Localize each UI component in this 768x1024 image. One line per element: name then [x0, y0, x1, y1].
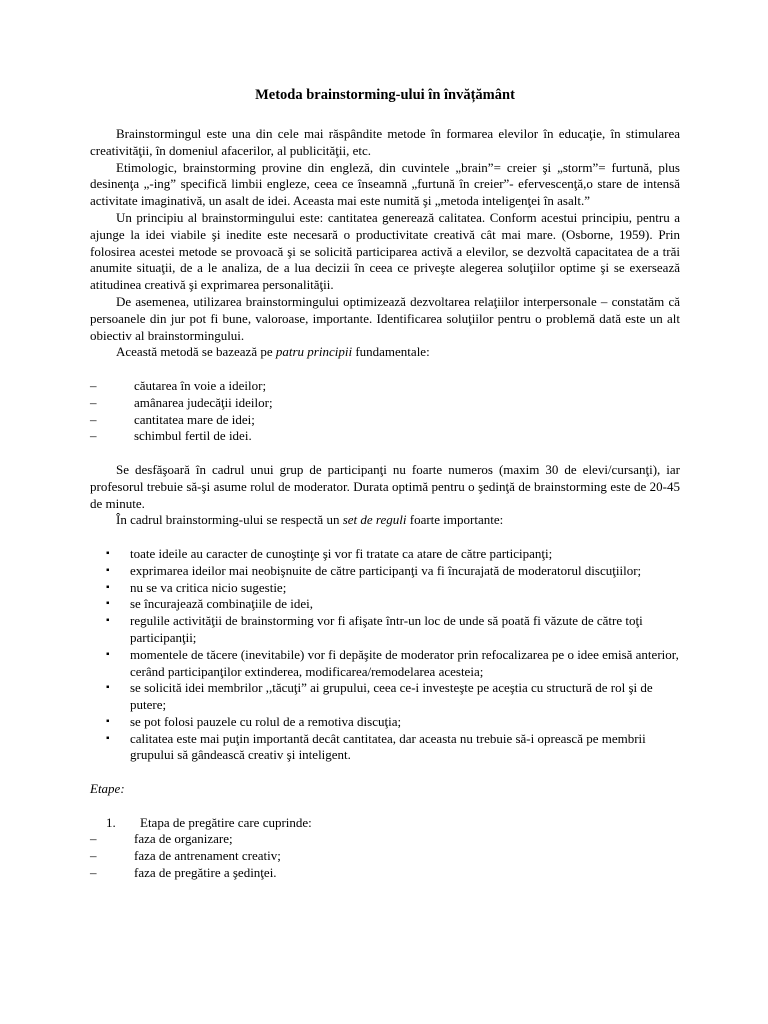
- etape-heading: [90, 781, 680, 798]
- list-item-text: momentele de tăcere (inevitabile) vor fi depăşite de moderator prin refocalizarea pe o idee emisă anterior, cerând participanţilor extinderea, modificarea/remodelarea acesteia;: [130, 646, 679, 679]
- list-item-text: toate ideile au caracter de cunoştinţe şi vor fi tratate ca atare de către participanţi;: [130, 545, 553, 561]
- list-item: [90, 412, 680, 429]
- dash-marker: –: [90, 831, 97, 847]
- paragraph-group: Se desfăşoară în cadrul unui grup de participanţi nu foarte numeros (maxim 30 de elevi/cursanţi), iar profesorul trebuie să-şi asume rolul de moderator. Durata optimă pentru o şedinţă de brainstorming este de 20-45 de minute.: [90, 461, 680, 511]
- paragraph-principle: Un principiu al brainstormingului este: cantitatea generează calitatea. Conform acestui principiu, pentru a ajunge la idei viabile şi inedite este necesară o productivitate creativă cât mai mare. (Osborne, 1959). Prin folosirea acestei metode se provoacă şi se solicită participarea activă a elevilor, se dezvoltă capacitatea de a trăi anumite situaţii, de a le analiza, de a lua decizii în ceea ce priveşte alegerea soluţiilor optime şi se exersează atitudinea creativă şi exprimarea personalităţii.: [90, 209, 680, 293]
- step-number: 1.: [106, 814, 116, 830]
- bullet-marker: ▪: [106, 682, 110, 694]
- list-item-text: regulile activităţii de brainstorming vor fi afişate într-un loc de unde să poată fi văzute de către toţi participanţii;: [130, 613, 643, 645]
- list-item: [90, 378, 680, 395]
- step-text: Etapa de pregătire care cuprinde:: [140, 814, 312, 830]
- list-item-text: faza de pregătire a şedinţei.: [134, 865, 277, 881]
- list-item: [90, 546, 680, 563]
- page-title: Metoda brainstorming-ului în învățământ: [255, 87, 515, 103]
- list-item: [90, 580, 680, 597]
- list-item: [90, 865, 680, 882]
- list-item-text: căutarea în voie a ideilor;: [134, 377, 267, 393]
- list-item: [90, 647, 680, 681]
- rules-list: [90, 546, 680, 764]
- paragraph-principles-intro: [90, 344, 680, 361]
- bullet-marker: ▪: [106, 615, 110, 627]
- list-item: [90, 848, 680, 865]
- list-item: [90, 613, 680, 647]
- list-item: [90, 731, 680, 765]
- spacer: [90, 361, 680, 378]
- numbered-item: [90, 815, 680, 832]
- list-item-text: faza de organizare;: [134, 831, 233, 847]
- principles-intro-text: Această metodă se bazează pe: [116, 344, 276, 360]
- document-page: [90, 86, 680, 882]
- list-item-text: cantitatea mare de idei;: [134, 411, 255, 427]
- principles-emphasis: patru principii: [275, 344, 353, 360]
- list-item-text: schimbul fertil de idei.: [134, 428, 252, 444]
- bullet-marker: ▪: [106, 598, 110, 610]
- paragraph-etymology: Etimologic, brainstorming provine din engleză, din cuvintele „brain”= creier şi „storm”= furtună, plus desinenţa „-ing” specifică limbii engleze, ceea ce înseamnă „furtună în creier”- efervescenţă,o stare de intensă activitate imaginativă, un asalt de idei. Aceasta mai este numită şi „metoda inteligenţei în asalt.”: [90, 159, 680, 209]
- bullet-marker: ▪: [106, 648, 110, 660]
- paragraph-rules-intro: [90, 512, 680, 529]
- rules-intro-end: foarte importante:: [406, 512, 504, 528]
- list-item-text: nu se va critica nicio sugestie;: [130, 579, 287, 595]
- list-item: [90, 831, 680, 848]
- list-item: [90, 395, 680, 412]
- bullet-marker: ▪: [106, 564, 110, 576]
- list-item-text: faza de antrenament creativ;: [134, 848, 281, 864]
- dash-marker: –: [90, 865, 97, 881]
- rules-intro-text: În cadrul brainstorming-ului se respectă un: [116, 512, 343, 528]
- bullet-marker: ▪: [106, 715, 110, 727]
- spacer: [90, 764, 680, 781]
- paragraph-interpersonal: De asemenea, utilizarea brainstormingului optimizează dezvoltarea relaţiilor interpersonale – constatăm că persoanele din jur pot fi bune, valoroase, importante. Identificarea soluţiilor pentru o problemă dată este un alt obiectiv al brainstormingului.: [90, 293, 680, 343]
- list-item-text: calitatea este mai puţin importantă decât cantitatea, dar aceasta nu trebuie să-i oprească pe membrii grupului să gândească creativ şi inteligent.: [130, 730, 646, 763]
- list-item: [90, 596, 680, 613]
- list-item: [90, 680, 680, 714]
- dash-marker: –: [90, 377, 97, 393]
- list-item-text: amânarea judecăţii ideilor;: [134, 394, 273, 410]
- dash-marker: –: [90, 848, 97, 864]
- bullet-marker: ▪: [106, 581, 110, 593]
- principles-list: [90, 378, 680, 445]
- list-item-text: se pot folosi pauzele cu rolul de a remotiva discuţia;: [130, 713, 402, 729]
- list-item-text: se solicită idei membrilor ,,tăcuţi” ai grupului, ceea ce-i investeşte pe aceştia cu structură de rol şi de putere;: [130, 680, 653, 713]
- list-item: [90, 428, 680, 445]
- spacer: [90, 798, 680, 815]
- dash-marker: –: [90, 394, 97, 410]
- list-item: [90, 563, 680, 580]
- rules-emphasis: set de reguli: [342, 512, 407, 528]
- paragraph-intro: Brainstormingul este una din cele mai răspândite metode în formarea elevilor în educaţie, în stimularea creativităţii, în domeniul afacerilor, al publicităţii, etc.: [90, 126, 680, 158]
- etape-label: Etape:: [90, 781, 125, 797]
- principles-intro-end: fundamentale:: [352, 344, 430, 360]
- dash-marker: –: [90, 411, 97, 427]
- dash-marker: –: [90, 428, 97, 444]
- list-item: [90, 714, 680, 731]
- list-item-text: se încurajează combinaţiile de idei,: [130, 596, 313, 612]
- bullet-marker: ▪: [106, 547, 110, 559]
- spacer: [90, 445, 680, 462]
- step-items-list: [90, 831, 680, 881]
- spacer: [90, 529, 680, 546]
- bullet-marker: ▪: [106, 732, 110, 744]
- list-item-text: exprimarea ideilor mai neobişnuite de către participanţi va fi încurajată de moderatorul discuţiilor;: [130, 562, 642, 578]
